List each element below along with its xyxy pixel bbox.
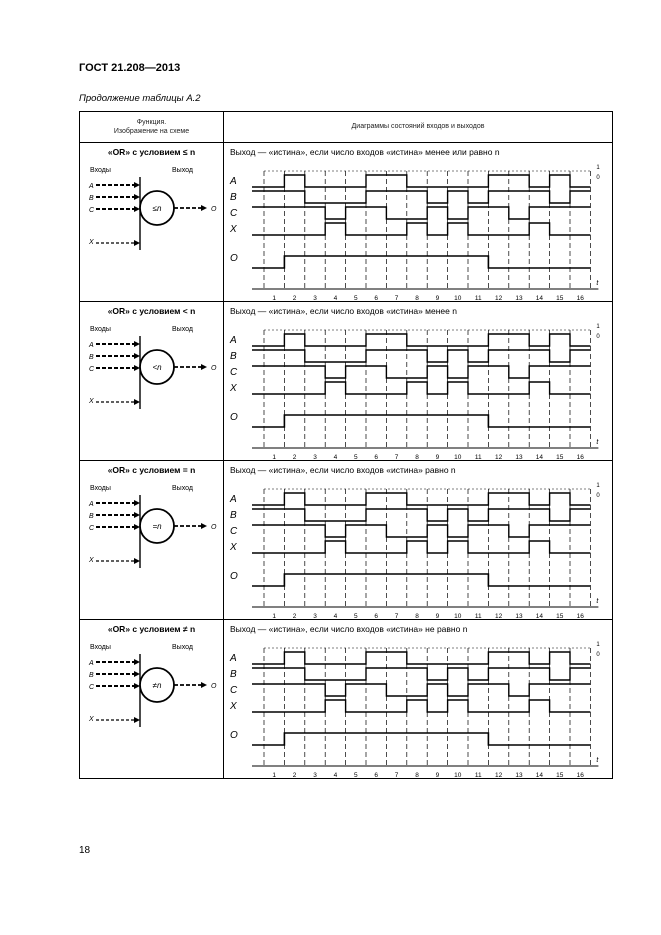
level-0-label: 0 bbox=[596, 493, 600, 499]
waveform-a bbox=[252, 493, 590, 505]
time-tick-label: 15 bbox=[556, 613, 564, 620]
input-c-arrow bbox=[134, 365, 140, 371]
signal-label-x: X bbox=[230, 701, 237, 712]
gate-condition: =n bbox=[152, 522, 162, 531]
signal-label-b: B bbox=[230, 351, 237, 362]
time-tick-label: 10 bbox=[454, 772, 462, 779]
inputs-label: Входы bbox=[90, 167, 111, 174]
waveform-x bbox=[252, 382, 590, 394]
time-tick-label: 2 bbox=[292, 295, 297, 302]
input-x-arrow bbox=[134, 240, 140, 246]
signal-label-c: C bbox=[230, 208, 238, 219]
input-b-arrow bbox=[134, 194, 140, 200]
output-label: Выход bbox=[172, 167, 193, 174]
input-x-label: X bbox=[89, 398, 94, 405]
inputs-label: Входы bbox=[90, 485, 111, 492]
level-1-label: 1 bbox=[596, 165, 600, 171]
input-a-arrow bbox=[134, 341, 140, 347]
time-tick-label: 6 bbox=[374, 772, 379, 779]
time-tick-label: 2 bbox=[292, 772, 297, 779]
output-o-label: O bbox=[211, 524, 217, 531]
diagram-title: Выход — «истина», если число входов «истина» равно n bbox=[230, 465, 456, 475]
input-b-arrow bbox=[134, 512, 140, 518]
waveform-c bbox=[252, 525, 590, 537]
time-tick-label: 6 bbox=[374, 454, 379, 461]
function-cell bbox=[80, 461, 224, 620]
signal-label-a: A bbox=[230, 653, 237, 664]
time-tick-label: 1 bbox=[272, 613, 277, 620]
level-1-label: 1 bbox=[596, 642, 600, 648]
time-axis-label: t bbox=[596, 757, 599, 764]
logic-symbol bbox=[80, 318, 223, 468]
table-row bbox=[80, 143, 613, 302]
level-1-label: 1 bbox=[596, 324, 600, 330]
time-tick-label: 1 bbox=[272, 295, 277, 302]
time-tick-label: 3 bbox=[313, 454, 317, 461]
signal-label-c: C bbox=[230, 367, 238, 378]
time-tick-label: 5 bbox=[353, 613, 358, 620]
time-tick-label: 1 bbox=[272, 454, 277, 461]
inputs-label: Входы bbox=[90, 644, 111, 651]
input-c-label: C bbox=[89, 366, 95, 373]
waveform-o bbox=[252, 256, 590, 268]
diagram-title: Выход — «истина», если число входов «истина» не равно n bbox=[230, 624, 468, 634]
signal-label-o: O bbox=[230, 412, 238, 423]
time-tick-label: 12 bbox=[494, 295, 503, 302]
output-label: Выход bbox=[172, 326, 193, 333]
input-b-label: B bbox=[89, 672, 94, 679]
time-tick-label: 8 bbox=[415, 454, 419, 461]
gate-condition: ≤n bbox=[152, 204, 162, 213]
waveform-b bbox=[252, 668, 590, 680]
time-tick-label: 13 bbox=[515, 772, 523, 779]
input-b-label: B bbox=[89, 195, 94, 202]
input-x-arrow bbox=[134, 717, 140, 723]
diagram-title: Выход — «истина», если число входов «истина» менее n bbox=[230, 306, 457, 316]
signal-label-b: B bbox=[230, 192, 237, 203]
time-tick-label: 2 bbox=[292, 613, 297, 620]
input-x-label: X bbox=[89, 716, 94, 723]
input-b-arrow bbox=[134, 353, 140, 359]
time-tick-label: 3 bbox=[313, 772, 317, 779]
output-arrow bbox=[201, 364, 207, 370]
waveform-b bbox=[252, 509, 590, 521]
timing-diagram bbox=[224, 477, 614, 627]
time-axis-label: t bbox=[596, 598, 599, 605]
time-tick-label: 8 bbox=[415, 295, 419, 302]
header-function-line2: Изображение на схеме bbox=[113, 128, 190, 135]
timing-diagram bbox=[224, 159, 614, 309]
output-arrow bbox=[201, 523, 207, 529]
diagram-cell bbox=[224, 620, 613, 779]
time-tick-label: 16 bbox=[576, 454, 584, 461]
time-tick-label: 9 bbox=[435, 454, 440, 461]
time-tick-label: 4 bbox=[333, 295, 338, 302]
signal-label-c: C bbox=[230, 685, 238, 696]
waveform-b bbox=[252, 350, 590, 362]
time-tick-label: 9 bbox=[435, 772, 440, 779]
function-cell bbox=[80, 620, 224, 779]
input-c-arrow bbox=[134, 683, 140, 689]
time-tick-label: 10 bbox=[454, 295, 462, 302]
level-0-label: 0 bbox=[596, 175, 600, 181]
time-tick-label: 15 bbox=[556, 454, 564, 461]
header-diagram-cell: Диаграммы состояний входов и выходов bbox=[224, 112, 613, 143]
signal-label-x: X bbox=[230, 542, 237, 553]
table-row bbox=[80, 620, 613, 779]
time-tick-label: 4 bbox=[333, 772, 338, 779]
table-row bbox=[80, 461, 613, 620]
signal-label-a: A bbox=[230, 494, 237, 505]
time-tick-label: 7 bbox=[394, 454, 399, 461]
waveform-b bbox=[252, 191, 590, 203]
time-axis-label: t bbox=[596, 280, 599, 287]
function-title: «OR» с условием = n bbox=[107, 465, 196, 475]
input-b-label: B bbox=[89, 354, 94, 361]
input-c-label: C bbox=[89, 207, 95, 214]
function-title: «OR» с условием < n bbox=[107, 306, 196, 316]
signal-label-o: O bbox=[230, 730, 238, 741]
diagram-cell bbox=[224, 461, 613, 620]
time-tick-label: 14 bbox=[535, 772, 544, 779]
waveform-a bbox=[252, 652, 590, 664]
time-tick-label: 12 bbox=[494, 772, 503, 779]
time-tick-label: 6 bbox=[374, 613, 379, 620]
standard-header: ГОСТ 21.208—2013 bbox=[79, 62, 181, 74]
time-tick-label: 4 bbox=[333, 454, 338, 461]
logic-symbol bbox=[80, 636, 223, 786]
signal-label-c: C bbox=[230, 526, 238, 537]
function-title: «OR» с условием ≤ n bbox=[107, 147, 196, 157]
time-tick-label: 4 bbox=[333, 613, 338, 620]
table-continuation-caption: Продолжение таблицы А.2 bbox=[79, 93, 201, 104]
time-tick-label: 12 bbox=[494, 454, 503, 461]
output-label: Выход bbox=[172, 644, 193, 651]
time-tick-label: 14 bbox=[535, 295, 544, 302]
function-cell bbox=[80, 302, 224, 461]
signal-label-b: B bbox=[230, 669, 237, 680]
timing-diagram bbox=[224, 318, 614, 468]
time-tick-label: 5 bbox=[353, 454, 358, 461]
time-tick-label: 11 bbox=[474, 613, 482, 620]
function-table bbox=[79, 111, 613, 779]
gate-condition: ≠n bbox=[152, 681, 162, 690]
time-tick-label: 13 bbox=[515, 454, 523, 461]
page-number: 18 bbox=[79, 845, 91, 856]
waveform-o bbox=[252, 574, 590, 586]
inputs-label: Входы bbox=[90, 326, 111, 333]
time-tick-label: 8 bbox=[415, 772, 419, 779]
signal-label-x: X bbox=[230, 224, 237, 235]
input-x-label: X bbox=[89, 557, 94, 564]
waveform-a bbox=[252, 334, 590, 346]
time-tick-label: 5 bbox=[353, 772, 358, 779]
diagram-cell bbox=[224, 143, 613, 302]
waveform-c bbox=[252, 684, 590, 696]
timing-diagram bbox=[224, 636, 614, 786]
time-tick-label: 14 bbox=[535, 454, 544, 461]
waveform-x bbox=[252, 541, 590, 553]
output-o-label: O bbox=[211, 683, 217, 690]
output-o-label: O bbox=[211, 206, 217, 213]
time-tick-label: 16 bbox=[576, 613, 584, 620]
input-c-arrow bbox=[134, 206, 140, 212]
time-tick-label: 9 bbox=[435, 295, 440, 302]
time-tick-label: 11 bbox=[474, 772, 482, 779]
waveform-x bbox=[252, 700, 590, 712]
output-arrow bbox=[201, 682, 207, 688]
time-tick-label: 3 bbox=[313, 613, 317, 620]
time-tick-label: 15 bbox=[556, 772, 564, 779]
waveform-o bbox=[252, 415, 590, 427]
level-1-label: 1 bbox=[596, 483, 600, 489]
input-a-arrow bbox=[134, 659, 140, 665]
time-tick-label: 13 bbox=[515, 295, 523, 302]
time-tick-label: 10 bbox=[454, 613, 462, 620]
signal-label-x: X bbox=[230, 383, 237, 394]
time-tick-label: 15 bbox=[556, 295, 564, 302]
input-b-label: B bbox=[89, 513, 94, 520]
time-tick-label: 9 bbox=[435, 613, 440, 620]
signal-label-b: B bbox=[230, 510, 237, 521]
time-tick-label: 12 bbox=[494, 613, 503, 620]
signal-label-a: A bbox=[230, 176, 237, 187]
table-row bbox=[80, 302, 613, 461]
time-tick-label: 6 bbox=[374, 295, 379, 302]
input-a-label: A bbox=[89, 183, 94, 190]
input-a-arrow bbox=[134, 182, 140, 188]
input-a-label: A bbox=[89, 501, 94, 508]
time-tick-label: 16 bbox=[576, 772, 584, 779]
time-tick-label: 8 bbox=[415, 613, 419, 620]
input-x-arrow bbox=[134, 558, 140, 564]
time-tick-label: 7 bbox=[394, 295, 399, 302]
waveform-x bbox=[252, 223, 590, 235]
time-axis-label: t bbox=[596, 439, 599, 446]
logic-symbol bbox=[80, 159, 223, 309]
time-tick-label: 11 bbox=[474, 454, 482, 461]
input-x-label: X bbox=[89, 239, 94, 246]
time-tick-label: 10 bbox=[454, 454, 462, 461]
time-tick-label: 5 bbox=[353, 295, 358, 302]
input-c-label: C bbox=[89, 684, 95, 691]
output-o-label: O bbox=[211, 365, 217, 372]
time-tick-label: 14 bbox=[535, 613, 544, 620]
input-b-arrow bbox=[134, 671, 140, 677]
input-c-label: C bbox=[89, 525, 95, 532]
time-tick-label: 16 bbox=[576, 295, 584, 302]
time-tick-label: 7 bbox=[394, 613, 399, 620]
input-x-arrow bbox=[134, 399, 140, 405]
level-0-label: 0 bbox=[596, 652, 600, 658]
waveform-c bbox=[252, 366, 590, 378]
input-a-label: A bbox=[89, 342, 94, 349]
time-tick-label: 13 bbox=[515, 613, 523, 620]
time-tick-label: 3 bbox=[313, 295, 317, 302]
function-title: «OR» с условием ≠ n bbox=[107, 624, 196, 634]
signal-label-o: O bbox=[230, 253, 238, 264]
header-function-cell bbox=[80, 112, 224, 143]
signal-label-a: A bbox=[230, 335, 237, 346]
table-header-row bbox=[80, 112, 613, 143]
input-a-label: A bbox=[89, 660, 94, 667]
signal-label-o: O bbox=[230, 571, 238, 582]
level-0-label: 0 bbox=[596, 334, 600, 340]
output-label: Выход bbox=[172, 485, 193, 492]
input-a-arrow bbox=[134, 500, 140, 506]
function-cell bbox=[80, 143, 224, 302]
time-tick-label: 11 bbox=[474, 295, 482, 302]
waveform-a bbox=[252, 175, 590, 187]
diagram-title: Выход — «истина», если число входов «истина» менее или равно n bbox=[230, 147, 500, 157]
diagram-cell bbox=[224, 302, 613, 461]
header-function-line1: Функция. bbox=[136, 119, 167, 126]
input-c-arrow bbox=[134, 524, 140, 530]
time-tick-label: 7 bbox=[394, 772, 399, 779]
time-tick-label: 2 bbox=[292, 454, 297, 461]
time-tick-label: 1 bbox=[272, 772, 277, 779]
output-arrow bbox=[201, 205, 207, 211]
waveform-o bbox=[252, 733, 590, 745]
gate-condition: <n bbox=[152, 363, 162, 372]
waveform-c bbox=[252, 207, 590, 219]
logic-symbol bbox=[80, 477, 223, 627]
